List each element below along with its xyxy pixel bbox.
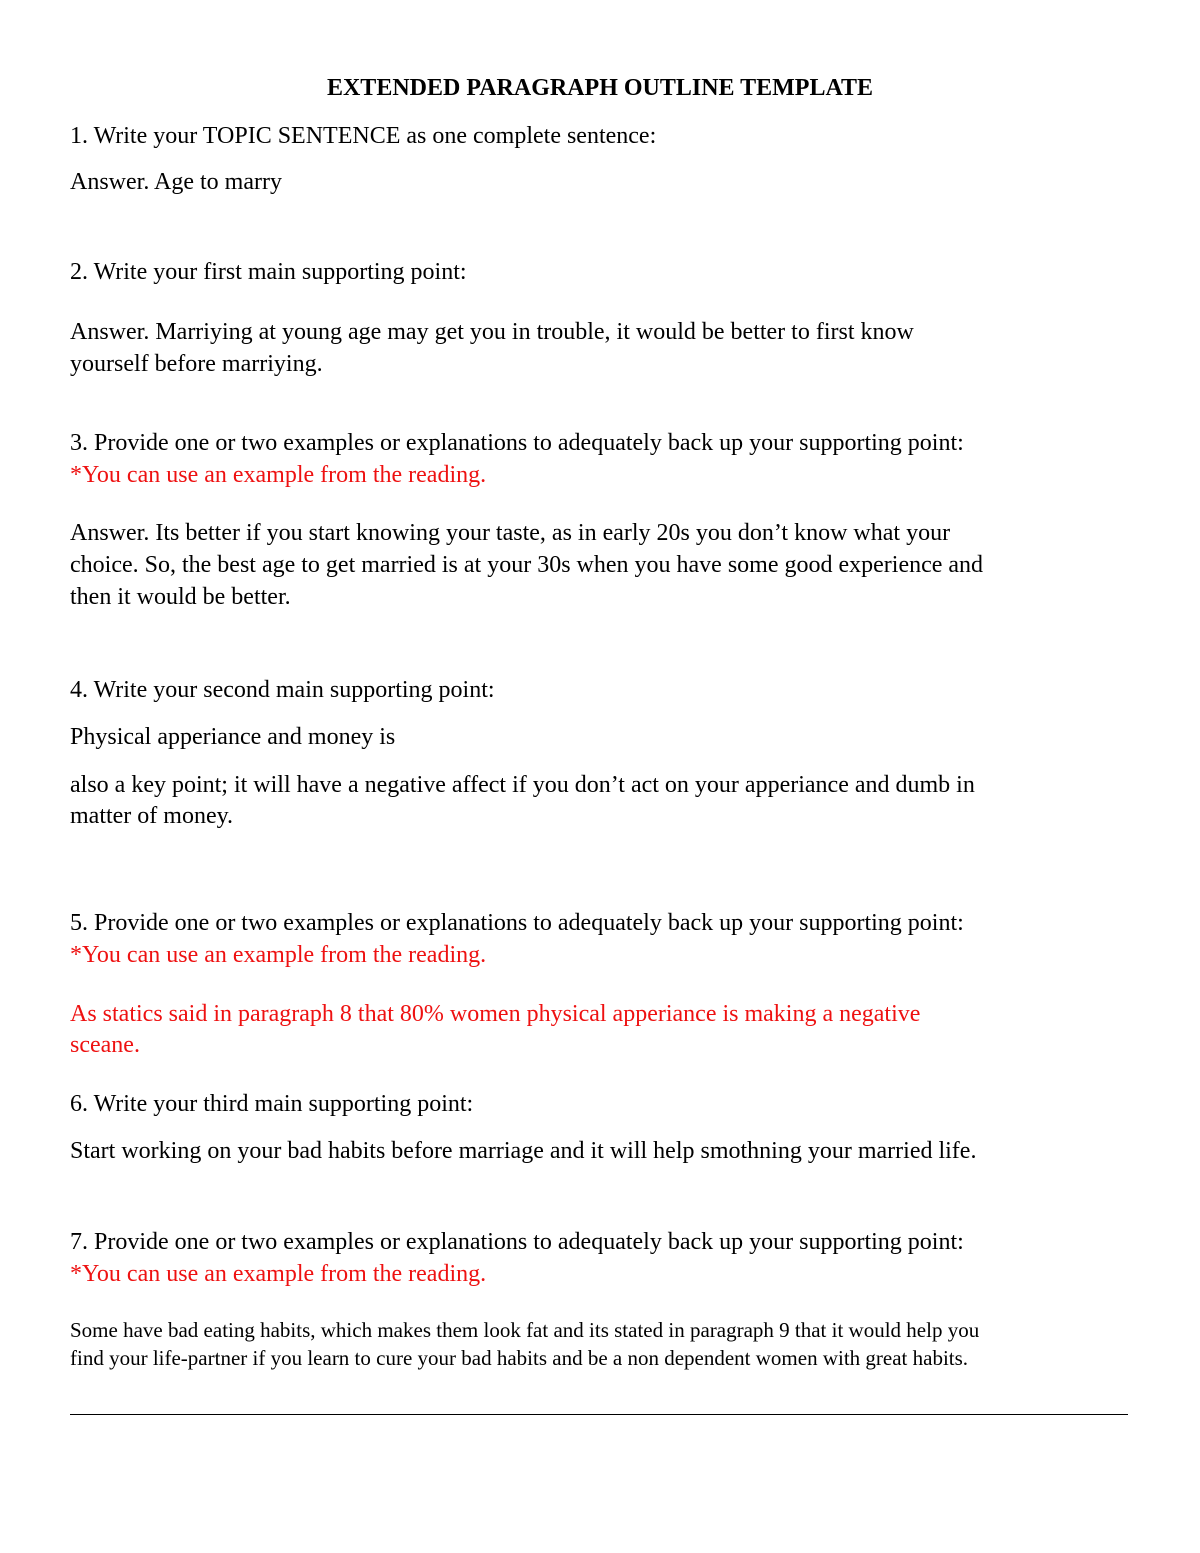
item-5-answer-line-2: sceane. bbox=[70, 1032, 140, 1058]
item-7-prompt: 7. Provide one or two examples or explanations to adequately back up your supporting point: bbox=[70, 1229, 964, 1255]
item-7-answer-line-2: find your life-partner if you learn to cure your bad habits and be a non dependent women with great habits. bbox=[70, 1346, 969, 1370]
item-5-prompt: 5. Provide one or two examples or explanations to adequately back up your supporting point: bbox=[70, 910, 964, 936]
item-1-prompt: 1. Write your TOPIC SENTENCE as one complete sentence: bbox=[70, 123, 657, 149]
item-7-answer-line-1: Some have bad eating habits, which makes them look fat and its stated in paragraph 9 that it would help you bbox=[70, 1318, 980, 1342]
item-2-answer-line-2: yourself before marriying. bbox=[70, 351, 323, 377]
item-4-answer-line-1: also a key point; it will have a negative affect if you don’t act on your apperiance and dumb in bbox=[70, 772, 975, 798]
item-7-note: *You can use an example from the reading. bbox=[70, 1261, 487, 1287]
item-3-answer-line-3: then it would be better. bbox=[70, 584, 291, 610]
item-3-answer-line-2: choice. So, the best age to get married is at your 30s when you have some good experience and bbox=[70, 552, 984, 578]
document-title: EXTENDED PARAGRAPH OUTLINE TEMPLATE bbox=[326, 75, 874, 101]
item-4-prompt: 4. Write your second main supporting point: bbox=[70, 677, 495, 703]
item-6-prompt: 6. Write your third main supporting point: bbox=[70, 1091, 474, 1117]
item-3-note: *You can use an example from the reading. bbox=[70, 462, 487, 488]
item-4-answer-line-2: matter of money. bbox=[70, 803, 234, 829]
item-6-answer: Start working on your bad habits before marriage and it will help smothning your married life. bbox=[70, 1138, 977, 1164]
item-2-prompt: 2. Write your first main supporting point: bbox=[70, 259, 467, 285]
item-4-answer-first: Physical apperiance and money is bbox=[70, 724, 396, 750]
item-5-answer-line-1: As statics said in paragraph 8 that 80% women physical apperiance is making a negative bbox=[70, 1001, 921, 1027]
item-3-prompt: 3. Provide one or two examples or explanations to adequately back up your supporting point: bbox=[70, 430, 964, 456]
item-3-answer-line-1: Answer. Its better if you start knowing your taste, as in early 20s you don’t know what your bbox=[70, 520, 951, 546]
item-2-answer-line-1: Answer. Marriying at young age may get you in trouble, it would be better to first know bbox=[70, 319, 914, 345]
item-1-answer: Answer. Age to marry bbox=[70, 169, 282, 195]
bottom-divider bbox=[70, 1414, 1128, 1415]
item-5-note: *You can use an example from the reading. bbox=[70, 942, 487, 968]
